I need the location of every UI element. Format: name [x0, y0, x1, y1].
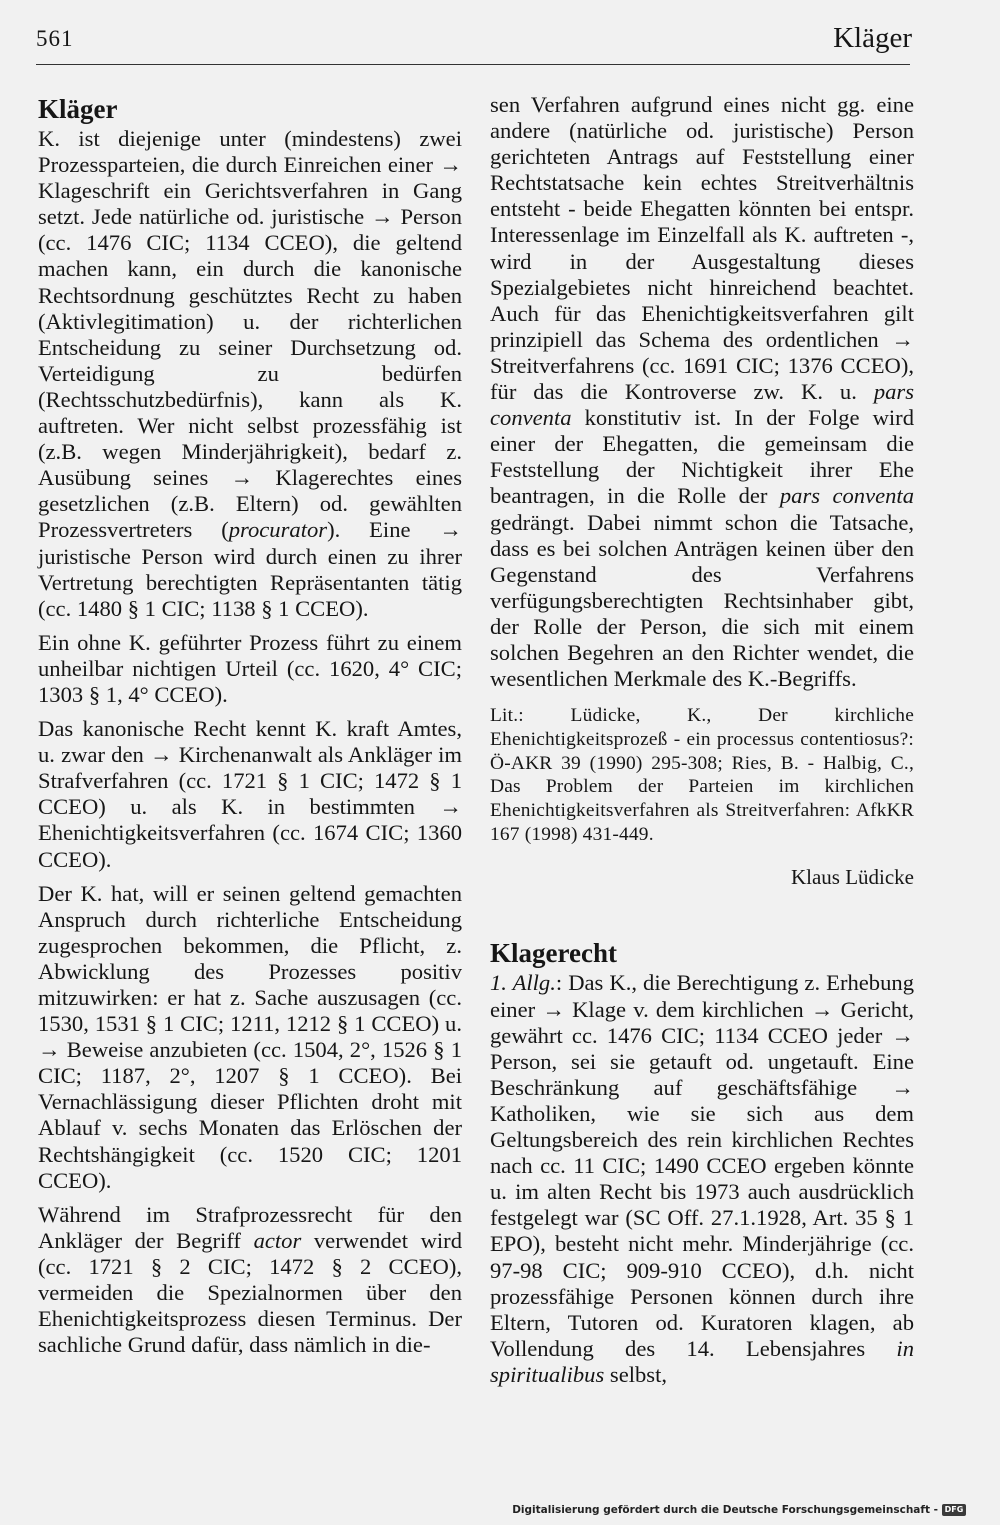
paragraph: Das kanonische Recht kennt K. kraft Amtes, u. zwar den → Kirchenanwalt als Ankläger im Strafverfahren (cc. 1721 § 1 CIC; 1472 § 1 CCEO) u. als K. in bestimmten → Ehenichtigkeitsverfahren (cc. 1674 CIC; 1360 CCEO).: [38, 716, 462, 872]
digitization-footer: [512, 1504, 966, 1516]
header-rule: [36, 64, 910, 65]
running-head: Kläger: [833, 22, 912, 54]
dfg-logo-icon: DFG: [942, 1504, 966, 1516]
paragraph: 1. Allg.: Das K., die Berechtigung z. Erhebung einer → Klage v. dem kirchlichen → Gericht, gewährt cc. 1476 CIC; 1134 CCEO jeder → Person, sei sie getauft od. ungetauft. Eine Beschränkung auf geschäftsfähige → Katholiken, wie sie sich aus dem Geltungsbereich des rein kirchlichen Rechtes nach cc. 11 CIC; 1490 CCEO ergeben könnte u. im alten Recht bis 1973 auch ausdrücklich festgelegt war (SC Off. 27.1.1928, Art. 35 § 1 EPO), besteht nicht mehr. Minderjährige (cc. 97-98 CIC; 909-910 CCEO), d.h. nicht prozessfähige Personen können durch ihre Eltern, Tutoren od. Kuratoren klagen, ab Vollendung des 14. Lebensjahres in spiritualibus selbst,: [490, 970, 914, 1387]
paragraph: K. ist diejenige unter (mindestens) zwei Prozessparteien, die durch Einreichen einer → Klageschrift ein Gerichtsverfahren in Gang setzt. Jede natürliche od. juristische → Person (cc. 1476 CIC; 1134 CCEO), die geltend machen kann, ein durch die kanonische Rechtsordnung geschütztes Recht zu haben (Aktivlegitimation) u. der richterlichen Entscheidung zu seiner Durchsetzung od. Verteidigung zu bedürfen (Rechtsschutzbedürfnis), kann als K. auftreten. Wer nicht selbst prozessfähig ist (z.B. wegen Minderjährigkeit), bedarf z. Ausübung seines → Klagerechtes eines gesetzlichen (z.B. Eltern) od. gewählten Prozessvertreters (procurator). Eine → juristische Person wird durch einen zu ihrer Vertretung berechtigten Repräsentanten tätig (cc. 1480 § 1 CIC; 1138 § 1 CCEO).: [38, 126, 462, 621]
entry-heading-klaeger: Kläger: [38, 94, 118, 124]
footer-text: Digitalisierung gefördert durch die Deutsche Forschungsgemeinschaft -: [512, 1504, 938, 1516]
literature-note: Lit.: Lüdicke, K., Der kirchliche Ehenichtigkeitsprozeß - ein processus contentiosus?: Ö-AKR 39 (1990) 295-308; Ries, B. - Halbig, C., Das Problem der Parteien im kirchlichen Ehenichtigkeitsverfahren als Streitverfahren: AfkKR 167 (1998) 431-449.: [490, 705, 914, 845]
paragraph: Während im Strafprozessrecht für den Ankläger der Begriff actor verwendet wird (cc. 1721 § 2 CIC; 1472 § 2 CCEO), vermeiden die Spezialnormen über den Ehenichtigkeitsprozess diesen Terminus. Der sachliche Grund dafür, dass nämlich in die-: [38, 1201, 462, 1358]
entry-heading-klagerecht: Klagerecht: [490, 938, 617, 969]
paragraph: sen Verfahren aufgrund eines nicht gg. eine andere (natürliche od. juristische) Person gerichteten Antrags auf Feststellung einer Rechtstatsache kein echtes Streitverhältnis entsteht - beide Ehegatten könnten bei entspr. Interessenlage im Einzelfall als K. auftreten -, wird in der Ausgestaltung dieses Spezialgebietes nicht hinreichend beachtet. Auch für das Ehenichtigkeitsverfahren gilt prinzipiell das Schema des ordentlichen → Streitverfahrens (cc. 1691 CIC; 1376 CCEO), für das die Kontroverse zw. K. u. pars conventa konstitutiv ist. In der Folge wird einer der Ehegatten, die gemeinsam die Feststellung der Nichtigkeit ihrer Ehe beantragen, in die Rolle der pars conventa gedrängt. Dabei nimmt schon die Tatsache, dass es bei solchen Anträgen keinen über den Gegenstand des Verfahrens verfügungsberechtigten Rechtsinhaber gibt, der Rolle der Person, die sich mit einem solchen Begehren an den Richter wendet, die wesentlichen Merkmale des K.-Begriffs.: [490, 92, 914, 692]
paragraph: Ein ohne K. geführter Prozess führt zu einem unheilbar nichtigen Urteil (cc. 1620, 4° CIC; 1303 § 1, 4° CCEO).: [38, 629, 462, 707]
left-column: [38, 92, 462, 1366]
page-number: 561: [36, 26, 74, 51]
paragraph: Der K. hat, will er seinen geltend gemachten Anspruch durch richterliche Entscheidung zugesprochen bekommen, die Pflicht, z. Abwicklung des Prozesses positiv mitzuwirken: er hat z. Sache auszusagen (cc. 1530, 1531 § 1 CIC; 1211, 1212 § 1 CCEO) u. → Beweise anzubieten (cc. 1504, 2°, 1526 § 1 CIC; 1187, 2°, 1207 § 1 CCEO). Bei Vernachlässigung dieser Pflichten droht mit Ablauf v. sechs Monaten das Erlöschen der Rechtshängigkeit (cc. 1520 CIC; 1201 CCEO).: [38, 880, 462, 1193]
right-column: [490, 92, 914, 1396]
author-signature: Klaus Lüdicke: [790, 865, 914, 890]
